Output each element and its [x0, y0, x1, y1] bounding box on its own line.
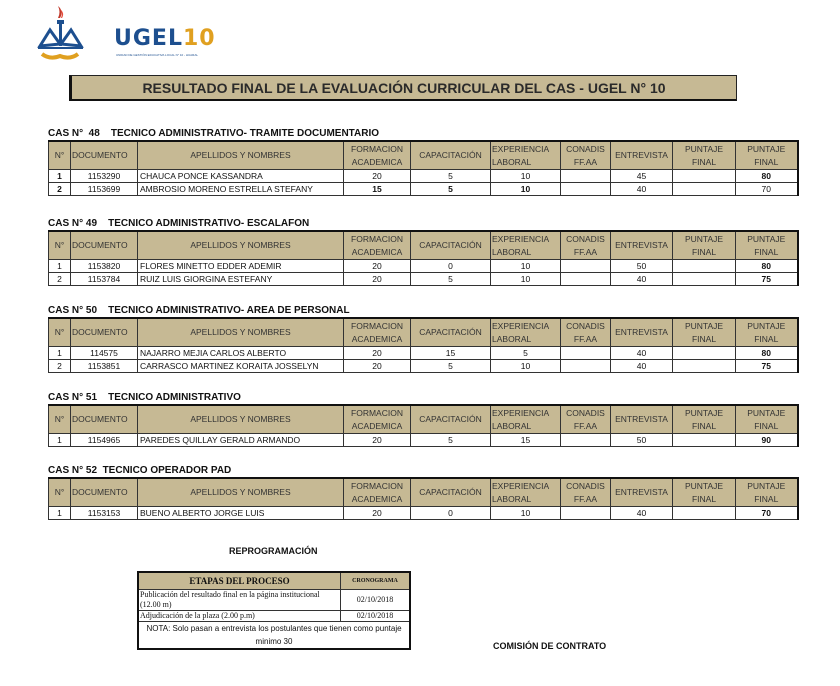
- schedule-row: [138, 611, 410, 622]
- cell-doc: 1154965: [71, 434, 138, 447]
- cell-n: 2: [49, 183, 71, 196]
- results-table: [48, 140, 799, 196]
- cas-section: [48, 304, 799, 373]
- results-table: [48, 230, 799, 286]
- cell-formacion: 20: [344, 273, 411, 286]
- cell-experiencia: 10: [491, 183, 561, 196]
- cell-puntaje2: 75: [736, 273, 798, 286]
- cell-n: 1: [49, 170, 71, 183]
- cell-experiencia: 5: [491, 347, 561, 360]
- cell-formacion: 20: [344, 507, 411, 520]
- page-title: RESULTADO FINAL DE LA EVALUACIÓN CURRICULAR DEL CAS - UGEL N° 10: [69, 75, 737, 101]
- cas-section: [48, 391, 799, 447]
- schedule-note: NOTA: Solo pasan a entrevista los postulantes que tienen como puntaje minimo 30: [138, 622, 410, 650]
- header-puntaje-final: PUNTAJE FINAL: [673, 318, 736, 347]
- cell-doc: 1153820: [71, 260, 138, 273]
- cell-puntaje2: 75: [736, 360, 798, 373]
- cell-name: CARRASCO MARTINEZ KORAITA JOSSELYN: [138, 360, 344, 373]
- cas-title: CAS N° 48 TECNICO ADMINISTRATIVO- TRAMITE DOCUMENTARIO: [48, 128, 380, 139]
- table-row: [49, 183, 798, 196]
- cell-capacitacion: 15: [411, 347, 491, 360]
- cell-puntaje1: [673, 183, 736, 196]
- cell-puntaje2: 90: [736, 434, 798, 447]
- cell-experiencia: 10: [491, 507, 561, 520]
- results-table: [48, 317, 799, 373]
- cell-capacitacion: 5: [411, 170, 491, 183]
- cell-n: 1: [49, 347, 71, 360]
- header-n: N°: [49, 405, 71, 434]
- header-capacitacion: CAPACITACIÓN: [411, 141, 491, 170]
- schedule-etapa: Adjudicación de la plaza (2.00 p.m): [138, 611, 341, 622]
- book-torch-icon: [36, 4, 116, 66]
- cell-formacion: 20: [344, 434, 411, 447]
- header-formacion: FORMACION ACADEMICA: [344, 478, 411, 507]
- cell-entrevista: 40: [611, 347, 673, 360]
- cell-capacitacion: 5: [411, 360, 491, 373]
- cell-conadis: [561, 347, 611, 360]
- cell-entrevista: 40: [611, 273, 673, 286]
- header-puntaje-final: PUNTAJE FINAL: [673, 231, 736, 260]
- cell-formacion: 20: [344, 360, 411, 373]
- header-puntaje-final: PUNTAJE FINAL: [673, 478, 736, 507]
- cas-title: CAS N° 50 TECNICO ADMINISTRATIVO- AREA DE PERSONAL: [48, 305, 350, 316]
- cell-capacitacion: 5: [411, 183, 491, 196]
- cell-formacion: 20: [344, 170, 411, 183]
- header-documento: DOCUMENTO: [71, 318, 138, 347]
- header-conadis: CONADIS FF.AA: [561, 478, 611, 507]
- header-documento: DOCUMENTO: [71, 141, 138, 170]
- header-puntaje-final-total: PUNTAJE FINAL: [736, 405, 798, 434]
- cell-n: 1: [49, 434, 71, 447]
- cell-conadis: [561, 360, 611, 373]
- header-puntaje-final-total: PUNTAJE FINAL: [736, 318, 798, 347]
- cell-n: 2: [49, 360, 71, 373]
- comision-signature: COMISIÓN DE CONTRATO: [493, 641, 607, 651]
- cell-puntaje2: 70: [736, 183, 798, 196]
- cell-puntaje1: [673, 260, 736, 273]
- cell-n: 1: [49, 507, 71, 520]
- header-n: N°: [49, 318, 71, 347]
- cas-section: [48, 217, 799, 286]
- cell-capacitacion: 0: [411, 507, 491, 520]
- cell-experiencia: 15: [491, 434, 561, 447]
- cell-entrevista: 40: [611, 183, 673, 196]
- etapas-header: ETAPAS DEL PROCESO: [138, 572, 341, 590]
- cell-conadis: [561, 273, 611, 286]
- schedule-note-row: [138, 622, 410, 650]
- reprogramacion-title: REPROGRAMACIÓN: [229, 546, 318, 556]
- cell-doc: 1153290: [71, 170, 138, 183]
- header-formacion: FORMACION ACADEMICA: [344, 405, 411, 434]
- header-capacitacion: CAPACITACIÓN: [411, 231, 491, 260]
- cell-doc: 114575: [71, 347, 138, 360]
- cell-conadis: [561, 507, 611, 520]
- table-row: [49, 273, 798, 286]
- logo-subtitle: UNIDAD DE GESTIÓN EDUCATIVA LOCAL N° 10 - HUARAL: [116, 53, 198, 57]
- logo-text: UGEL10: [114, 26, 216, 51]
- cell-experiencia: 10: [491, 273, 561, 286]
- schedule-table: [137, 571, 411, 650]
- header-entrevista: ENTREVISTA: [611, 405, 673, 434]
- header-puntaje-final-total: PUNTAJE FINAL: [736, 231, 798, 260]
- header-entrevista: ENTREVISTA: [611, 478, 673, 507]
- cell-doc: 1153851: [71, 360, 138, 373]
- cell-capacitacion: 0: [411, 260, 491, 273]
- table-header-row: [49, 231, 798, 260]
- cell-entrevista: 45: [611, 170, 673, 183]
- cell-conadis: [561, 183, 611, 196]
- results-table: [48, 477, 799, 520]
- table-row: [49, 507, 798, 520]
- table-row: [49, 360, 798, 373]
- header-experiencia: EXPERIENCIA LABORAL: [491, 318, 561, 347]
- cas-title: CAS N° 52 TECNICO OPERADOR PAD: [48, 465, 232, 476]
- cell-puntaje1: [673, 273, 736, 286]
- cell-name: BUENO ALBERTO JORGE LUIS: [138, 507, 344, 520]
- header-apellidos-nombres: APELLIDOS Y NOMBRES: [138, 141, 344, 170]
- header-experiencia: EXPERIENCIA LABORAL: [491, 231, 561, 260]
- cas-section: [48, 127, 799, 196]
- header-puntaje-final: PUNTAJE FINAL: [673, 405, 736, 434]
- header-conadis: CONADIS FF.AA: [561, 318, 611, 347]
- cell-name: CHAUCA PONCE KASSANDRA: [138, 170, 344, 183]
- cell-entrevista: 40: [611, 507, 673, 520]
- cell-entrevista: 50: [611, 260, 673, 273]
- cas-title: CAS N° 51 TECNICO ADMINISTRATIVO: [48, 392, 241, 403]
- header-formacion: FORMACION ACADEMICA: [344, 231, 411, 260]
- header-formacion: FORMACION ACADEMICA: [344, 141, 411, 170]
- cell-capacitacion: 5: [411, 273, 491, 286]
- results-table: [48, 404, 799, 447]
- cell-n: 2: [49, 273, 71, 286]
- cell-experiencia: 10: [491, 170, 561, 183]
- cell-formacion: 20: [344, 260, 411, 273]
- header-n: N°: [49, 478, 71, 507]
- header-conadis: CONADIS FF.AA: [561, 231, 611, 260]
- schedule-etapa: Publicación del resultado final en la página institucional (12.00 m): [138, 590, 341, 611]
- header-n: N°: [49, 231, 71, 260]
- table-row: [49, 347, 798, 360]
- cell-puntaje2: 80: [736, 260, 798, 273]
- cell-conadis: [561, 170, 611, 183]
- header-entrevista: ENTREVISTA: [611, 231, 673, 260]
- schedule-row: [138, 590, 410, 611]
- cell-formacion: 15: [344, 183, 411, 196]
- cell-puntaje1: [673, 507, 736, 520]
- header-entrevista: ENTREVISTA: [611, 141, 673, 170]
- header-documento: DOCUMENTO: [71, 405, 138, 434]
- header-documento: DOCUMENTO: [71, 478, 138, 507]
- table-header-row: [49, 405, 798, 434]
- table-header-row: [49, 318, 798, 347]
- cell-name: PAREDES QUILLAY GERALD ARMANDO: [138, 434, 344, 447]
- cell-doc: 1153784: [71, 273, 138, 286]
- cas-section: [48, 464, 799, 520]
- cell-puntaje2: 70: [736, 507, 798, 520]
- header-apellidos-nombres: APELLIDOS Y NOMBRES: [138, 405, 344, 434]
- cronograma-header: CRONOGRAMA: [341, 572, 411, 590]
- header-experiencia: EXPERIENCIA LABORAL: [491, 405, 561, 434]
- header-experiencia: EXPERIENCIA LABORAL: [491, 478, 561, 507]
- schedule-fecha: 02/10/2018: [341, 611, 411, 622]
- cell-formacion: 20: [344, 347, 411, 360]
- cell-entrevista: 40: [611, 360, 673, 373]
- header-capacitacion: CAPACITACIÓN: [411, 478, 491, 507]
- cell-doc: 1153153: [71, 507, 138, 520]
- cell-puntaje1: [673, 360, 736, 373]
- header-puntaje-final-total: PUNTAJE FINAL: [736, 141, 798, 170]
- header-apellidos-nombres: APELLIDOS Y NOMBRES: [138, 231, 344, 260]
- table-row: [49, 170, 798, 183]
- header-conadis: CONADIS FF.AA: [561, 405, 611, 434]
- header-apellidos-nombres: APELLIDOS Y NOMBRES: [138, 478, 344, 507]
- table-row: [49, 434, 798, 447]
- table-header-row: [49, 141, 798, 170]
- header-documento: DOCUMENTO: [71, 231, 138, 260]
- table-header-row: [49, 478, 798, 507]
- cell-n: 1: [49, 260, 71, 273]
- cell-puntaje1: [673, 347, 736, 360]
- header-entrevista: ENTREVISTA: [611, 318, 673, 347]
- header-capacitacion: CAPACITACIÓN: [411, 405, 491, 434]
- header-conadis: CONADIS FF.AA: [561, 141, 611, 170]
- cas-title: CAS N° 49 TECNICO ADMINISTRATIVO- ESCALAFON: [48, 218, 310, 229]
- cell-name: FLORES MINETTO EDDER ADEMIR: [138, 260, 344, 273]
- cell-puntaje2: 80: [736, 347, 798, 360]
- schedule-header-row: [138, 572, 410, 590]
- cell-name: AMBROSIO MORENO ESTRELLA STEFANY: [138, 183, 344, 196]
- cell-puntaje1: [673, 170, 736, 183]
- header-experiencia: EXPERIENCIA LABORAL: [491, 141, 561, 170]
- cell-doc: 1153699: [71, 183, 138, 196]
- header-n: N°: [49, 141, 71, 170]
- cell-experiencia: 10: [491, 360, 561, 373]
- cell-name: NAJARRO MEJIA CARLOS ALBERTO: [138, 347, 344, 360]
- header-apellidos-nombres: APELLIDOS Y NOMBRES: [138, 318, 344, 347]
- cell-puntaje1: [673, 434, 736, 447]
- cell-puntaje2: 80: [736, 170, 798, 183]
- cell-conadis: [561, 260, 611, 273]
- schedule-fecha: 02/10/2018: [341, 590, 411, 611]
- cell-entrevista: 50: [611, 434, 673, 447]
- cell-experiencia: 10: [491, 260, 561, 273]
- header-puntaje-final-total: PUNTAJE FINAL: [736, 478, 798, 507]
- header-puntaje-final: PUNTAJE FINAL: [673, 141, 736, 170]
- cell-conadis: [561, 434, 611, 447]
- cell-name: RUIZ LUIS GIORGINA ESTEFANY: [138, 273, 344, 286]
- cell-capacitacion: 5: [411, 434, 491, 447]
- ugel-logo: [36, 4, 216, 66]
- table-row: [49, 260, 798, 273]
- header-formacion: FORMACION ACADEMICA: [344, 318, 411, 347]
- header-capacitacion: CAPACITACIÓN: [411, 318, 491, 347]
